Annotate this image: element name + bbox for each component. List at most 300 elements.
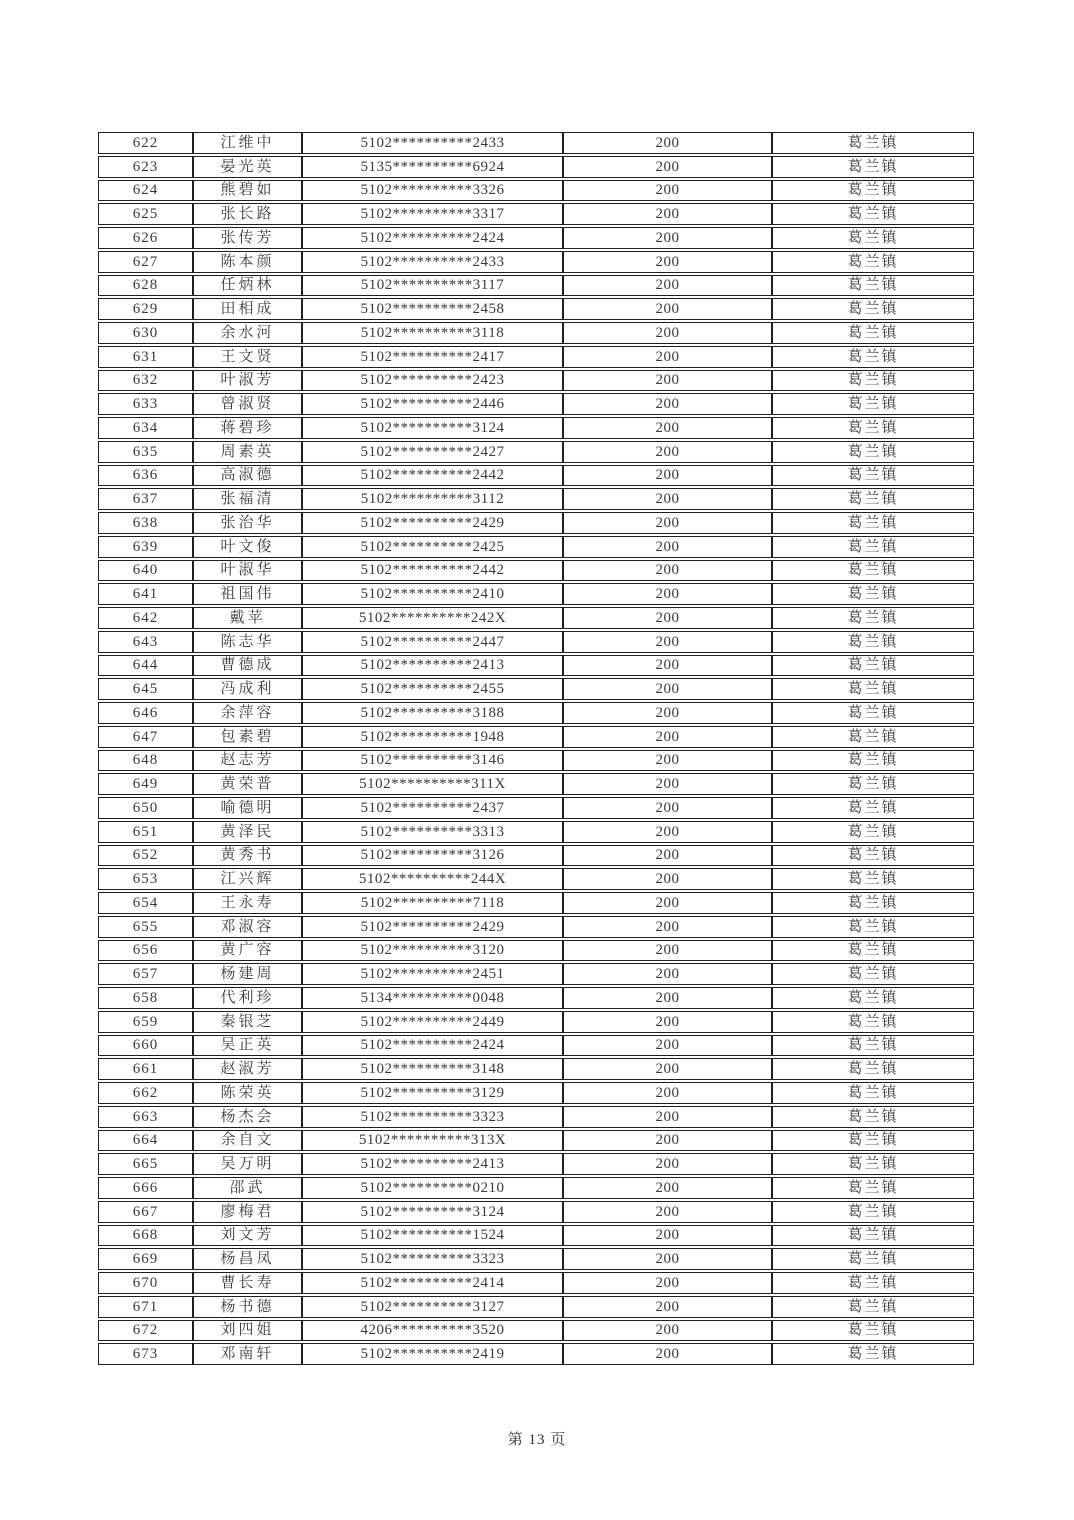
cell-seq: 639 bbox=[98, 536, 193, 558]
cell-town: 葛兰镇 bbox=[772, 987, 974, 1009]
cell-town: 葛兰镇 bbox=[772, 1130, 974, 1152]
cell-town: 葛兰镇 bbox=[772, 488, 974, 510]
cell-name: 吴正英 bbox=[193, 1035, 302, 1057]
cell-amount: 200 bbox=[563, 916, 772, 938]
cell-seq: 647 bbox=[98, 726, 193, 748]
cell-name: 包素碧 bbox=[193, 726, 302, 748]
cell-id-number: 5102**********3120 bbox=[302, 940, 563, 962]
cell-amount: 200 bbox=[563, 465, 772, 487]
cell-town: 葛兰镇 bbox=[772, 773, 974, 795]
cell-id-number: 5134**********0048 bbox=[302, 987, 563, 1009]
table-row bbox=[98, 678, 974, 700]
cell-id-number: 5102**********2447 bbox=[302, 631, 563, 653]
cell-town: 葛兰镇 bbox=[772, 916, 974, 938]
cell-name: 曹长寿 bbox=[193, 1272, 302, 1294]
cell-seq: 656 bbox=[98, 940, 193, 962]
cell-id-number: 5102**********0210 bbox=[302, 1177, 563, 1199]
cell-town: 葛兰镇 bbox=[772, 1153, 974, 1175]
cell-amount: 200 bbox=[563, 773, 772, 795]
cell-id-number: 5102**********3127 bbox=[302, 1296, 563, 1318]
cell-town: 葛兰镇 bbox=[772, 963, 974, 985]
cell-amount: 200 bbox=[563, 441, 772, 463]
cell-amount: 200 bbox=[563, 1320, 772, 1342]
cell-name: 任炳林 bbox=[193, 275, 302, 297]
table-row bbox=[98, 1320, 974, 1342]
cell-name: 江维中 bbox=[193, 132, 302, 154]
cell-seq: 648 bbox=[98, 750, 193, 772]
table-row bbox=[98, 1082, 974, 1104]
cell-name: 祖国伟 bbox=[193, 583, 302, 605]
table-row bbox=[98, 1201, 974, 1223]
cell-town: 葛兰镇 bbox=[772, 536, 974, 558]
table-row bbox=[98, 607, 974, 629]
cell-seq: 634 bbox=[98, 417, 193, 439]
cell-name: 周素英 bbox=[193, 441, 302, 463]
cell-name: 叶淑芳 bbox=[193, 370, 302, 392]
table-row bbox=[98, 845, 974, 867]
table-row bbox=[98, 417, 974, 439]
table-row bbox=[98, 963, 974, 985]
cell-seq: 649 bbox=[98, 773, 193, 795]
cell-seq: 672 bbox=[98, 1320, 193, 1342]
cell-amount: 200 bbox=[563, 892, 772, 914]
cell-seq: 666 bbox=[98, 1177, 193, 1199]
cell-seq: 645 bbox=[98, 678, 193, 700]
table-row bbox=[98, 892, 974, 914]
cell-amount: 200 bbox=[563, 963, 772, 985]
table-row bbox=[98, 655, 974, 677]
table-row bbox=[98, 465, 974, 487]
cell-seq: 661 bbox=[98, 1058, 193, 1080]
cell-id-number: 5102**********1948 bbox=[302, 726, 563, 748]
cell-name: 张治华 bbox=[193, 512, 302, 534]
cell-id-number: 5102**********242X bbox=[302, 607, 563, 629]
cell-seq: 669 bbox=[98, 1248, 193, 1270]
cell-name: 曹德成 bbox=[193, 655, 302, 677]
table-row bbox=[98, 251, 974, 273]
cell-amount: 200 bbox=[563, 156, 772, 178]
cell-id-number: 5102**********2449 bbox=[302, 1011, 563, 1033]
cell-town: 葛兰镇 bbox=[772, 702, 974, 724]
cell-seq: 625 bbox=[98, 203, 193, 225]
table-row bbox=[98, 275, 974, 297]
cell-amount: 200 bbox=[563, 940, 772, 962]
cell-name: 黄秀书 bbox=[193, 845, 302, 867]
table-row bbox=[98, 631, 974, 653]
table-row bbox=[98, 1225, 974, 1247]
cell-seq: 664 bbox=[98, 1130, 193, 1152]
cell-id-number: 5102**********2413 bbox=[302, 1153, 563, 1175]
cell-name: 曾淑贤 bbox=[193, 393, 302, 415]
cell-seq: 626 bbox=[98, 227, 193, 249]
cell-seq: 633 bbox=[98, 393, 193, 415]
cell-id-number: 5102**********3112 bbox=[302, 488, 563, 510]
cell-amount: 200 bbox=[563, 1343, 772, 1365]
cell-name: 蒋碧珍 bbox=[193, 417, 302, 439]
cell-name: 王永寿 bbox=[193, 892, 302, 914]
table-row bbox=[98, 298, 974, 320]
cell-amount: 200 bbox=[563, 702, 772, 724]
cell-id-number: 5102**********3148 bbox=[302, 1058, 563, 1080]
cell-town: 葛兰镇 bbox=[772, 797, 974, 819]
cell-amount: 200 bbox=[563, 1058, 772, 1080]
cell-id-number: 5102**********2424 bbox=[302, 227, 563, 249]
cell-id-number: 5102**********2429 bbox=[302, 916, 563, 938]
cell-name: 江兴辉 bbox=[193, 868, 302, 890]
cell-town: 葛兰镇 bbox=[772, 1343, 974, 1365]
table-row bbox=[98, 441, 974, 463]
cell-town: 葛兰镇 bbox=[772, 1201, 974, 1223]
cell-amount: 200 bbox=[563, 1296, 772, 1318]
cell-town: 葛兰镇 bbox=[772, 393, 974, 415]
cell-seq: 657 bbox=[98, 963, 193, 985]
cell-town: 葛兰镇 bbox=[772, 322, 974, 344]
cell-name: 杨杰会 bbox=[193, 1106, 302, 1128]
cell-town: 葛兰镇 bbox=[772, 370, 974, 392]
cell-town: 葛兰镇 bbox=[772, 1296, 974, 1318]
table-row bbox=[98, 156, 974, 178]
cell-seq: 663 bbox=[98, 1106, 193, 1128]
cell-name: 邓淑容 bbox=[193, 916, 302, 938]
cell-town: 葛兰镇 bbox=[772, 1248, 974, 1270]
cell-amount: 200 bbox=[563, 987, 772, 1009]
cell-amount: 200 bbox=[563, 322, 772, 344]
cell-amount: 200 bbox=[563, 583, 772, 605]
cell-town: 葛兰镇 bbox=[772, 156, 974, 178]
cell-town: 葛兰镇 bbox=[772, 417, 974, 439]
cell-id-number: 5102**********2433 bbox=[302, 132, 563, 154]
cell-town: 葛兰镇 bbox=[772, 868, 974, 890]
table-row bbox=[98, 132, 974, 154]
cell-id-number: 5102**********244X bbox=[302, 868, 563, 890]
cell-town: 葛兰镇 bbox=[772, 940, 974, 962]
cell-id-number: 5102**********3326 bbox=[302, 180, 563, 202]
cell-id-number: 5102**********3313 bbox=[302, 821, 563, 843]
cell-id-number: 5102**********2458 bbox=[302, 298, 563, 320]
cell-id-number: 5102**********2451 bbox=[302, 963, 563, 985]
cell-name: 刘文芳 bbox=[193, 1225, 302, 1247]
cell-seq: 662 bbox=[98, 1082, 193, 1104]
cell-name: 赵志芳 bbox=[193, 750, 302, 772]
cell-id-number: 5102**********2442 bbox=[302, 560, 563, 582]
cell-id-number: 5102**********2425 bbox=[302, 536, 563, 558]
cell-amount: 200 bbox=[563, 750, 772, 772]
cell-name: 熊碧如 bbox=[193, 180, 302, 202]
cell-amount: 200 bbox=[563, 488, 772, 510]
cell-town: 葛兰镇 bbox=[772, 607, 974, 629]
cell-name: 高淑德 bbox=[193, 465, 302, 487]
cell-town: 葛兰镇 bbox=[772, 1106, 974, 1128]
table-row bbox=[98, 1130, 974, 1152]
cell-amount: 200 bbox=[563, 298, 772, 320]
cell-seq: 660 bbox=[98, 1035, 193, 1057]
cell-seq: 655 bbox=[98, 916, 193, 938]
cell-town: 葛兰镇 bbox=[772, 346, 974, 368]
cell-town: 葛兰镇 bbox=[772, 227, 974, 249]
cell-seq: 646 bbox=[98, 702, 193, 724]
table-row bbox=[98, 512, 974, 534]
cell-id-number: 5102**********313X bbox=[302, 1130, 563, 1152]
cell-amount: 200 bbox=[563, 393, 772, 415]
cell-amount: 200 bbox=[563, 1201, 772, 1223]
cell-town: 葛兰镇 bbox=[772, 560, 974, 582]
cell-id-number: 5102**********2427 bbox=[302, 441, 563, 463]
table-row bbox=[98, 750, 974, 772]
cell-id-number: 5102**********2446 bbox=[302, 393, 563, 415]
cell-name: 王文贤 bbox=[193, 346, 302, 368]
table-row bbox=[98, 227, 974, 249]
cell-id-number: 5102**********3323 bbox=[302, 1248, 563, 1270]
cell-amount: 200 bbox=[563, 536, 772, 558]
cell-name: 赵淑芳 bbox=[193, 1058, 302, 1080]
cell-amount: 200 bbox=[563, 726, 772, 748]
cell-amount: 200 bbox=[563, 797, 772, 819]
cell-seq: 638 bbox=[98, 512, 193, 534]
cell-name: 张长路 bbox=[193, 203, 302, 225]
table-row bbox=[98, 536, 974, 558]
cell-town: 葛兰镇 bbox=[772, 1177, 974, 1199]
table-row bbox=[98, 916, 974, 938]
cell-seq: 652 bbox=[98, 845, 193, 867]
table-row bbox=[98, 987, 974, 1009]
cell-seq: 627 bbox=[98, 251, 193, 273]
cell-town: 葛兰镇 bbox=[772, 203, 974, 225]
cell-town: 葛兰镇 bbox=[772, 132, 974, 154]
cell-seq: 668 bbox=[98, 1225, 193, 1247]
table-row bbox=[98, 1035, 974, 1057]
cell-amount: 200 bbox=[563, 275, 772, 297]
table-row bbox=[98, 1177, 974, 1199]
cell-amount: 200 bbox=[563, 1082, 772, 1104]
cell-town: 葛兰镇 bbox=[772, 441, 974, 463]
cell-name: 冯成利 bbox=[193, 678, 302, 700]
cell-name: 戴苹 bbox=[193, 607, 302, 629]
table-row bbox=[98, 702, 974, 724]
cell-seq: 637 bbox=[98, 488, 193, 510]
cell-name: 叶淑华 bbox=[193, 560, 302, 582]
cell-name: 黄泽民 bbox=[193, 821, 302, 843]
cell-id-number: 5102**********3126 bbox=[302, 845, 563, 867]
cell-seq: 623 bbox=[98, 156, 193, 178]
cell-amount: 200 bbox=[563, 1225, 772, 1247]
cell-id-number: 5135**********6924 bbox=[302, 156, 563, 178]
cell-amount: 200 bbox=[563, 180, 772, 202]
cell-seq: 650 bbox=[98, 797, 193, 819]
cell-amount: 200 bbox=[563, 1177, 772, 1199]
cell-town: 葛兰镇 bbox=[772, 845, 974, 867]
cell-seq: 654 bbox=[98, 892, 193, 914]
cell-amount: 200 bbox=[563, 1272, 772, 1294]
cell-amount: 200 bbox=[563, 132, 772, 154]
cell-id-number: 5102**********2414 bbox=[302, 1272, 563, 1294]
cell-seq: 642 bbox=[98, 607, 193, 629]
cell-name: 陈荣英 bbox=[193, 1082, 302, 1104]
cell-town: 葛兰镇 bbox=[772, 1011, 974, 1033]
cell-amount: 200 bbox=[563, 370, 772, 392]
cell-name: 张福清 bbox=[193, 488, 302, 510]
cell-amount: 200 bbox=[563, 607, 772, 629]
cell-town: 葛兰镇 bbox=[772, 180, 974, 202]
cell-amount: 200 bbox=[563, 1035, 772, 1057]
page-number: 第 13 页 bbox=[507, 1432, 567, 1448]
cell-name: 余自文 bbox=[193, 1130, 302, 1152]
table-row bbox=[98, 393, 974, 415]
cell-id-number: 5102**********3323 bbox=[302, 1106, 563, 1128]
cell-id-number: 5102**********3124 bbox=[302, 417, 563, 439]
table-row bbox=[98, 1153, 974, 1175]
cell-seq: 629 bbox=[98, 298, 193, 320]
cell-amount: 200 bbox=[563, 203, 772, 225]
cell-town: 葛兰镇 bbox=[772, 750, 974, 772]
cell-amount: 200 bbox=[563, 1011, 772, 1033]
cell-amount: 200 bbox=[563, 251, 772, 273]
cell-town: 葛兰镇 bbox=[772, 583, 974, 605]
cell-id-number: 5102**********3124 bbox=[302, 1201, 563, 1223]
table-row bbox=[98, 797, 974, 819]
cell-name: 叶文俊 bbox=[193, 536, 302, 558]
table-row bbox=[98, 1272, 974, 1294]
cell-amount: 200 bbox=[563, 868, 772, 890]
cell-town: 葛兰镇 bbox=[772, 631, 974, 653]
table-row bbox=[98, 821, 974, 843]
cell-seq: 631 bbox=[98, 346, 193, 368]
cell-id-number: 5102**********7118 bbox=[302, 892, 563, 914]
cell-name: 陈本颜 bbox=[193, 251, 302, 273]
cell-amount: 200 bbox=[563, 417, 772, 439]
table-row bbox=[98, 1248, 974, 1270]
cell-id-number: 5102**********311X bbox=[302, 773, 563, 795]
cell-town: 葛兰镇 bbox=[772, 678, 974, 700]
cell-seq: 653 bbox=[98, 868, 193, 890]
cell-seq: 628 bbox=[98, 275, 193, 297]
cell-amount: 200 bbox=[563, 1130, 772, 1152]
cell-name: 杨昌凤 bbox=[193, 1248, 302, 1270]
cell-town: 葛兰镇 bbox=[772, 275, 974, 297]
cell-id-number: 5102**********2424 bbox=[302, 1035, 563, 1057]
cell-name: 代利珍 bbox=[193, 987, 302, 1009]
cell-name: 田相成 bbox=[193, 298, 302, 320]
table-row bbox=[98, 868, 974, 890]
cell-name: 余萍容 bbox=[193, 702, 302, 724]
cell-amount: 200 bbox=[563, 227, 772, 249]
cell-id-number: 5102**********2429 bbox=[302, 512, 563, 534]
table-row bbox=[98, 346, 974, 368]
cell-amount: 200 bbox=[563, 821, 772, 843]
cell-id-number: 4206**********3520 bbox=[302, 1320, 563, 1342]
cell-amount: 200 bbox=[563, 845, 772, 867]
cell-town: 葛兰镇 bbox=[772, 1058, 974, 1080]
table-row bbox=[98, 203, 974, 225]
cell-seq: 651 bbox=[98, 821, 193, 843]
cell-seq: 658 bbox=[98, 987, 193, 1009]
cell-town: 葛兰镇 bbox=[772, 465, 974, 487]
cell-id-number: 5102**********2433 bbox=[302, 251, 563, 273]
cell-id-number: 5102**********2423 bbox=[302, 370, 563, 392]
table-row bbox=[98, 1296, 974, 1318]
cell-seq: 671 bbox=[98, 1296, 193, 1318]
cell-town: 葛兰镇 bbox=[772, 892, 974, 914]
cell-name: 喻德明 bbox=[193, 797, 302, 819]
cell-amount: 200 bbox=[563, 1106, 772, 1128]
cell-seq: 636 bbox=[98, 465, 193, 487]
cell-seq: 632 bbox=[98, 370, 193, 392]
cell-town: 葛兰镇 bbox=[772, 298, 974, 320]
cell-amount: 200 bbox=[563, 512, 772, 534]
cell-id-number: 5102**********2437 bbox=[302, 797, 563, 819]
cell-town: 葛兰镇 bbox=[772, 251, 974, 273]
cell-name: 廖梅君 bbox=[193, 1201, 302, 1223]
cell-name: 张传芳 bbox=[193, 227, 302, 249]
cell-name: 吴万明 bbox=[193, 1153, 302, 1175]
cell-seq: 643 bbox=[98, 631, 193, 653]
table-row bbox=[98, 1058, 974, 1080]
cell-id-number: 5102**********2410 bbox=[302, 583, 563, 605]
cell-town: 葛兰镇 bbox=[772, 1035, 974, 1057]
cell-name: 黄荣普 bbox=[193, 773, 302, 795]
cell-seq: 630 bbox=[98, 322, 193, 344]
cell-town: 葛兰镇 bbox=[772, 655, 974, 677]
cell-name: 晏光英 bbox=[193, 156, 302, 178]
cell-town: 葛兰镇 bbox=[772, 821, 974, 843]
cell-id-number: 5102**********2442 bbox=[302, 465, 563, 487]
cell-id-number: 5102**********3129 bbox=[302, 1082, 563, 1104]
cell-id-number: 5102**********2413 bbox=[302, 655, 563, 677]
cell-name: 余水河 bbox=[193, 322, 302, 344]
cell-id-number: 5102**********3188 bbox=[302, 702, 563, 724]
cell-amount: 200 bbox=[563, 1248, 772, 1270]
cell-name: 秦银芝 bbox=[193, 1011, 302, 1033]
cell-amount: 200 bbox=[563, 1153, 772, 1175]
payment-roster-table bbox=[98, 130, 974, 1367]
cell-town: 葛兰镇 bbox=[772, 1225, 974, 1247]
cell-seq: 624 bbox=[98, 180, 193, 202]
cell-id-number: 5102**********2419 bbox=[302, 1343, 563, 1365]
table-row bbox=[98, 370, 974, 392]
cell-name: 邓南轩 bbox=[193, 1343, 302, 1365]
cell-town: 葛兰镇 bbox=[772, 1320, 974, 1342]
cell-id-number: 5102**********3317 bbox=[302, 203, 563, 225]
cell-amount: 200 bbox=[563, 678, 772, 700]
table-row bbox=[98, 583, 974, 605]
cell-town: 葛兰镇 bbox=[772, 512, 974, 534]
cell-seq: 659 bbox=[98, 1011, 193, 1033]
cell-seq: 640 bbox=[98, 560, 193, 582]
cell-seq: 667 bbox=[98, 1201, 193, 1223]
cell-town: 葛兰镇 bbox=[772, 726, 974, 748]
cell-name: 刘四姐 bbox=[193, 1320, 302, 1342]
table-row bbox=[98, 1011, 974, 1033]
cell-town: 葛兰镇 bbox=[772, 1272, 974, 1294]
cell-amount: 200 bbox=[563, 560, 772, 582]
cell-amount: 200 bbox=[563, 346, 772, 368]
cell-seq: 670 bbox=[98, 1272, 193, 1294]
cell-seq: 622 bbox=[98, 132, 193, 154]
table-row bbox=[98, 1106, 974, 1128]
table-row bbox=[98, 726, 974, 748]
cell-id-number: 5102**********2455 bbox=[302, 678, 563, 700]
roster-table-body bbox=[98, 132, 974, 1365]
cell-name: 杨建周 bbox=[193, 963, 302, 985]
table-row bbox=[98, 488, 974, 510]
cell-id-number: 5102**********3146 bbox=[302, 750, 563, 772]
cell-seq: 635 bbox=[98, 441, 193, 463]
cell-seq: 641 bbox=[98, 583, 193, 605]
table-row bbox=[98, 560, 974, 582]
table-row bbox=[98, 322, 974, 344]
cell-seq: 673 bbox=[98, 1343, 193, 1365]
cell-seq: 644 bbox=[98, 655, 193, 677]
cell-id-number: 5102**********3118 bbox=[302, 322, 563, 344]
